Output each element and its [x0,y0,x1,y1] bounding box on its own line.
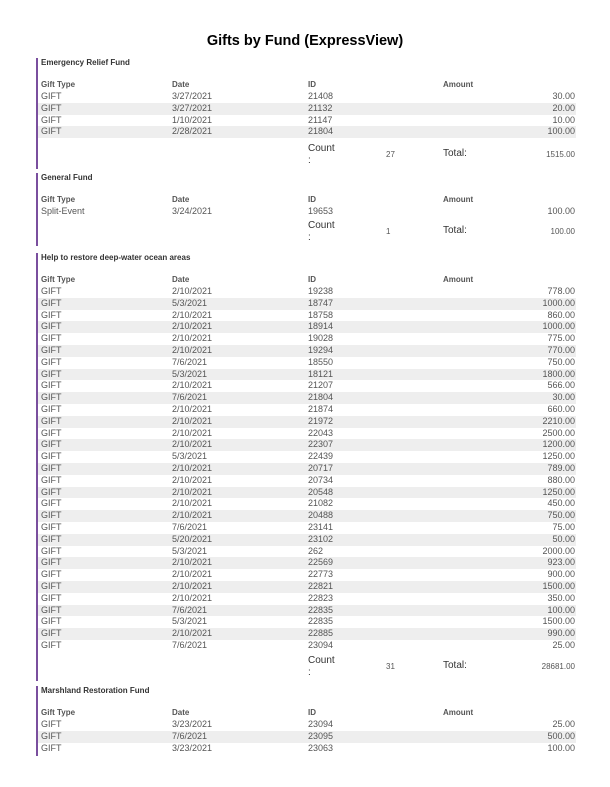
fund-section [36,253,576,681]
date-cell: 2/10/2021 [172,380,213,391]
amount-cell: 100.00 [547,206,575,216]
id-cell: 21132 [308,102,333,113]
amount-cell: 770.00 [547,345,575,355]
table-row [38,743,576,755]
amount-cell: 1200.00 [542,439,575,450]
date-cell: 3/27/2021 [172,102,213,113]
table-row [38,286,576,298]
date-cell: 2/10/2021 [172,321,213,332]
column-headers [36,195,576,205]
table-row [38,428,576,440]
fund-summary [38,655,576,681]
amount-cell: 75.00 [552,522,575,532]
table-row [38,206,576,218]
id-cell: 18758 [308,309,334,320]
gift-type-cell: Split-Event [41,206,85,216]
id-cell: 23094 [308,719,334,729]
table-row [38,392,576,404]
amount-cell: 860.00 [547,309,575,320]
id-cell: 23063 [308,742,334,753]
date-cell: 2/10/2021 [172,309,213,320]
column-headers [36,80,576,90]
date-cell: 7/6/2021 [172,356,208,367]
date-cell: 2/10/2021 [172,415,213,426]
amount-cell: 1250.00 [542,486,575,497]
date-cell: 2/10/2021 [172,510,213,521]
count-value: 31 [386,661,395,671]
amount-cell: 2500.00 [542,427,575,438]
amount-cell: 30.00 [552,91,575,101]
fund-name: Marshland Restoration Fund [41,686,150,695]
table-row [38,581,576,593]
amount-cell: 100.00 [547,742,575,753]
amount-cell: 1800.00 [542,368,575,379]
gift-type-cell: GIFT [41,333,62,344]
date-cell: 2/10/2021 [172,498,213,509]
table-row [38,498,576,510]
header-gift-type: Gift Type [41,708,76,717]
id-cell: 23095 [308,730,334,741]
header-id: ID [308,708,316,717]
id-cell: 19028 [308,333,334,344]
id-cell: 18747 [308,297,334,308]
table-row [38,404,576,416]
id-cell: 21207 [308,380,334,391]
amount-cell: 1000.00 [542,297,575,308]
amount-cell: 25.00 [552,640,575,650]
amount-cell: 1250.00 [542,451,575,462]
amount-cell: 660.00 [547,404,575,414]
table-row [38,546,576,558]
date-cell: 5/3/2021 [172,368,208,379]
table-row [38,439,576,451]
date-cell: 3/24/2021 [172,206,213,216]
id-cell: 21804 [308,126,334,137]
table-row [38,333,576,345]
date-cell: 5/3/2021 [172,451,208,462]
date-cell: 7/6/2021 [172,392,208,403]
gift-type-cell: GIFT [41,510,62,521]
fund-section [36,173,576,246]
date-cell: 5/20/2021 [172,533,213,544]
amount-cell: 30.00 [552,392,575,403]
table-row [38,605,576,617]
count-value: 27 [386,150,395,160]
id-cell: 18550 [308,356,334,367]
amount-cell: 900.00 [547,569,575,580]
header-id: ID [308,195,316,204]
gift-type-cell: GIFT [41,498,62,509]
header-id: ID [308,275,316,284]
id-cell: 21804 [308,392,334,403]
gift-type-cell: GIFT [41,581,62,591]
gift-type-cell: GIFT [41,309,62,320]
id-cell: 22823 [308,592,334,603]
id-cell: 22835 [308,604,334,615]
gift-type-cell: GIFT [41,719,62,729]
date-cell: 2/10/2021 [172,581,213,591]
table-row [38,416,576,428]
gift-type-cell: GIFT [41,380,62,391]
total-label: Total: [443,659,467,671]
table-row [38,557,576,569]
amount-cell: 750.00 [547,510,575,521]
amount-cell: 2210.00 [542,415,575,426]
gift-type-cell: GIFT [41,604,62,615]
amount-cell: 750.00 [547,356,575,367]
gift-type-cell: GIFT [41,569,62,580]
amount-cell: 350.00 [547,592,575,603]
gift-type-cell: GIFT [41,640,62,650]
gift-type-cell: GIFT [41,486,62,497]
date-cell: 2/10/2021 [172,592,213,603]
id-cell: 20548 [308,486,334,497]
id-cell: 19653 [308,206,334,216]
id-cell: 22307 [308,439,334,450]
amount-cell: 100.00 [547,604,575,615]
date-cell: 5/3/2021 [172,297,208,308]
count-label: Count : [308,143,335,167]
amount-cell: 10.00 [552,114,575,125]
gift-type-cell: GIFT [41,404,62,414]
amount-cell: 1500.00 [542,616,575,627]
date-cell: 7/6/2021 [172,640,208,650]
date-cell: 2/10/2021 [172,427,213,438]
id-cell: 19294 [308,345,334,355]
fund-name: Help to restore deep-water ocean areas [41,253,191,262]
gift-type-cell: GIFT [41,345,62,355]
table-row [38,369,576,381]
date-cell: 2/10/2021 [172,439,213,450]
date-cell: 2/10/2021 [172,286,213,296]
total-value: 1515.00 [546,150,575,160]
column-headers [36,708,576,718]
id-cell: 22885 [308,628,334,639]
amount-cell: 25.00 [552,719,575,729]
date-cell: 3/23/2021 [172,742,213,753]
table-row [38,510,576,522]
count-label: Count : [308,654,335,678]
count-label: Count : [308,219,335,243]
gift-type-cell: GIFT [41,286,62,296]
id-cell: 22821 [308,581,334,591]
gift-type-cell: GIFT [41,427,62,438]
gift-type-cell: GIFT [41,126,62,137]
table-row [38,640,576,652]
header-amount: Amount [443,80,474,89]
id-cell: 20488 [308,510,334,521]
table-row [38,463,576,475]
gift-type-cell: GIFT [41,356,62,367]
amount-cell: 1500.00 [542,581,575,591]
id-cell: 20734 [308,474,334,485]
date-cell: 2/10/2021 [172,404,213,414]
fund-name: Emergency Relief Fund [41,58,130,67]
header-date: Date [172,80,190,89]
header-date: Date [172,195,190,204]
id-cell: 21147 [308,114,333,125]
amount-cell: 20.00 [552,102,575,113]
amount-cell: 566.00 [547,380,575,391]
total-label: Total: [443,148,467,160]
date-cell: 3/23/2021 [172,719,213,729]
header-amount: Amount [443,708,474,717]
table-row [38,616,576,628]
gift-type-cell: GIFT [41,522,62,532]
table-row [38,719,576,731]
total-value: 100.00 [550,226,575,236]
table-row [38,731,576,743]
table-row [38,321,576,333]
id-cell: 18914 [308,321,334,332]
gift-type-cell: GIFT [41,742,62,753]
fund-summary [38,143,576,169]
amount-cell: 775.00 [547,333,575,344]
date-cell: 5/3/2021 [172,545,208,556]
id-cell: 21082 [308,498,334,509]
id-cell: 23094 [308,640,334,650]
header-gift-type: Gift Type [41,195,76,204]
amount-cell: 2000.00 [542,545,575,556]
amount-cell: 789.00 [547,463,575,473]
gift-type-cell: GIFT [41,533,62,544]
date-cell: 2/10/2021 [172,474,213,485]
amount-cell: 923.00 [547,557,575,568]
date-cell: 2/10/2021 [172,557,213,568]
id-cell: 22569 [308,557,334,568]
amount-cell: 1000.00 [542,321,575,332]
total-value: 28681.00 [541,661,575,671]
table-row [38,115,576,127]
amount-cell: 450.00 [547,498,575,509]
header-date: Date [172,708,190,717]
gift-type-cell: GIFT [41,474,62,485]
gift-type-cell: GIFT [41,392,62,403]
table-row [38,345,576,357]
id-cell: 22043 [308,427,334,438]
table-row [38,357,576,369]
date-cell: 2/10/2021 [172,628,213,639]
gift-type-cell: GIFT [41,463,62,473]
date-cell: 7/6/2021 [172,604,208,615]
table-row [38,475,576,487]
gift-type-cell: GIFT [41,628,62,639]
table-row [38,628,576,640]
gift-type-cell: GIFT [41,545,62,556]
total-label: Total: [443,224,467,236]
amount-cell: 100.00 [547,126,575,137]
amount-cell: 880.00 [547,474,575,485]
id-cell: 21874 [308,404,334,414]
table-row [38,487,576,499]
id-cell: 19238 [308,286,334,296]
id-cell: 21972 [308,415,334,426]
fund-name: General Fund [41,173,93,182]
table-row [38,522,576,534]
gift-type-cell: GIFT [41,321,62,332]
date-cell: 2/10/2021 [172,333,213,344]
date-cell: 2/10/2021 [172,486,213,497]
table-row [38,569,576,581]
gift-type-cell: GIFT [41,415,62,426]
gift-type-cell: GIFT [41,557,62,568]
header-amount: Amount [443,195,474,204]
table-row [38,380,576,392]
table-row [38,298,576,310]
header-date: Date [172,275,190,284]
id-cell: 22773 [308,569,334,580]
id-cell: 18121 [308,368,334,379]
report-title: Gifts by Fund (ExpressView) [206,33,404,49]
id-cell: 21408 [308,91,334,101]
table-row [38,451,576,463]
id-cell: 23102 [308,533,334,544]
gift-type-cell: GIFT [41,616,62,627]
gift-type-cell: GIFT [41,114,62,125]
id-cell: 22835 [308,616,334,627]
date-cell: 5/3/2021 [172,616,208,627]
id-cell: 20717 [308,463,334,473]
date-cell: 2/28/2021 [172,126,213,137]
table-row [38,126,576,138]
gift-type-cell: GIFT [41,102,62,113]
fund-section [36,58,576,169]
amount-cell: 50.00 [552,533,575,544]
date-cell: 1/10/2021 [172,114,213,125]
table-row [38,91,576,103]
id-cell: 23141 [308,522,334,532]
header-gift-type: Gift Type [41,275,76,284]
header-id: ID [308,80,316,89]
gift-type-cell: GIFT [41,91,62,101]
table-row [38,534,576,546]
amount-cell: 778.00 [547,286,575,296]
fund-summary [38,220,576,246]
date-cell: 7/6/2021 [172,730,208,741]
table-row [38,103,576,115]
header-amount: Amount [443,275,474,284]
date-cell: 3/27/2021 [172,91,213,101]
gift-type-cell: GIFT [41,451,62,462]
column-headers [36,275,576,285]
id-cell: 22439 [308,451,334,462]
date-cell: 7/6/2021 [172,522,208,532]
header-gift-type: Gift Type [41,80,76,89]
table-row [38,310,576,322]
date-cell: 2/10/2021 [172,463,213,473]
gift-type-cell: GIFT [41,297,62,308]
fund-section [36,686,576,756]
id-cell: 262 [308,545,324,556]
date-cell: 2/10/2021 [172,569,213,580]
gift-type-cell: GIFT [41,730,62,741]
count-value: 1 [386,226,391,236]
table-row [38,593,576,605]
date-cell: 2/10/2021 [172,345,213,355]
amount-cell: 500.00 [547,730,575,741]
gift-type-cell: GIFT [41,368,62,379]
gift-type-cell: GIFT [41,439,62,450]
amount-cell: 990.00 [547,628,575,639]
gift-type-cell: GIFT [41,592,62,603]
